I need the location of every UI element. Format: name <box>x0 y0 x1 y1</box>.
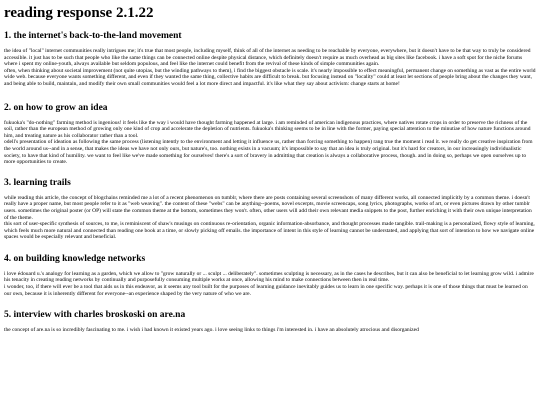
paragraph: while reading this article, the concept of blogchains reminded me a lot of a recent phenomenon on tumblr, where there are posts containing several screenshots of many different works, all connected implicitly by a common theme. i doesn't really have a proper name, but most people refer to it as "web weaving". the content of these "webs" can be anything--poems, novel excerpts, movie screencaps, song lyrics, photographs, works of art, or even pictures drawn by other tumblr users. sometimes the original poster (or OP) will state the common theme at the bottom, sometimes they won't. often, other users will add their own relevant media snippets to the post, further enriching it with their own unique interpretation of the theme. <box>4 194 532 221</box>
section-heading: 2. on how to grow an idea <box>4 102 108 113</box>
paragraph: the concept of are.na is so incredibly fascinating to me. i wish i had known it existed years ago. i love seeing links to things i'm interested in. i have an absolutely atrocious and disorganized <box>4 327 419 334</box>
section-heading: 5. interview with charles broskoski on are.na <box>4 310 186 321</box>
paragraph: this sort of user-specific synthesis of sources, to me, is reminiscent of shaw's musings on continuous re-orientation, organic information-absorbance, and thought processes made tangible. trail-making is a personalized, flowy style of learning, which feels much more natural and connected than reading one book at a time, or slowly picking off emails. the importance of intent in this style of learning cannot be understated, and applying that sort of intention to how we navigate online spaces would be especially relevant and beneficial. <box>4 221 535 241</box>
section-heading: 1. the internet's back-to-the-land movement <box>4 31 182 41</box>
section-learning-trails <box>4 178 536 241</box>
paragraph: the idea of "local" internet communities really intrigues me; it's true that most people, including myself, think of all of the internet as needing to be reachable by everyone, everywhere, but it doesn't have to be that way to truly be considered accessible. it just has to be such that people who like the same things can be connected online despite physical distance, which definitely doesn't require as much overhead as big sites like facebook. i have a soft spot for the niche forums where i spent my online-youth, always available but seldom populous, and feel like the internet could benefit from the revival of these kinds of simple communities again. <box>4 48 531 68</box>
paragraph: often, when thinking about societal improvement (not quite utopias, but the winding pathways to them), i find the biggest obstacle is scale. it's nearly impossible to effect meaningful, permanent change on something as vast as the entire world wide web. because everyone wants something different, and even if they wanted the same thing, collective habits are difficult to break. but focusing instead on "locality" could at least let sections of people bring about the changes they want, and being able to build, maintain, and modify their own small communities would feel a lot more direct and impactful. it's like what they say about activism: change starts at home! <box>4 67 536 87</box>
section-internet-back-to-the-land <box>4 31 536 88</box>
section-how-to-grow-an-idea <box>4 103 536 166</box>
paragraph: i wonder, too, if there will ever be a tool that aids us in this endeavor, as it seems any tool built for the purposes of learning guidance inevitably guides us to learn in one specific way. perhaps it is one of those things that must be learned on our own, because it is inherently different for everyone--an experience shaped by the very nature of who we are. <box>4 284 528 297</box>
section-building-knowledge-networks <box>4 254 536 297</box>
paragraph: fukuoka's "do-nothing" farming method is ingenious! it feels like the way i would have thought farming happened at large. i am reminded of american indigenous practices, where natives rotate crops in order to preserve the richness of the soil, rather than the european method of growing only one kind of crop and accelerate the depletion of nutrients. fukuoka's thinking seems to be in line with the former, paying special attention to the minutiae of how nature functions around him, and treating nature as his collaborator rather than a tool. <box>4 119 531 139</box>
paragraph: odell's presentation of ideation as following the same process (listening intently to the environment and letting it influence us, rather than forcing something to happen) rang true the moment i read it. we really do get creative inspiration from the world around us--and in a sense, that makes the ideas we have not only ours, but nature's, too. nothing exists in a vacuum; it's impossible to say that an idea is truly original. but it's hard for creators, in our increasingly individualistic society, to have that kind of humility. we want to feel like we've made something for ourselves! there's a sort of bravery in admitting that creation is always a collaborative process, though. and in doing so, perhaps we open ourselves up to more opportunities to create. <box>4 139 533 166</box>
page-title: reading response 2.1.22 <box>4 5 154 21</box>
section-heading: 3. learning trails <box>4 177 71 188</box>
paragraph: i love édouard u.'s analogy for learning as a garden, which we allow to "grow naturally or ... sculpt ... deliberately". sometimes sculpting is necessary, as in the cases he describes, but it can also be beneficial to let learning grow wild. i admire his tenacity in creating reading networks by continually and purposefully consuming multiple works at once, allowing his mind to make connections between then in real time. <box>4 270 534 284</box>
section-interview-charles-broskoski <box>4 310 536 335</box>
section-heading: 4. on building knowledge networks <box>4 253 146 264</box>
paragraph-clip <box>4 327 536 335</box>
